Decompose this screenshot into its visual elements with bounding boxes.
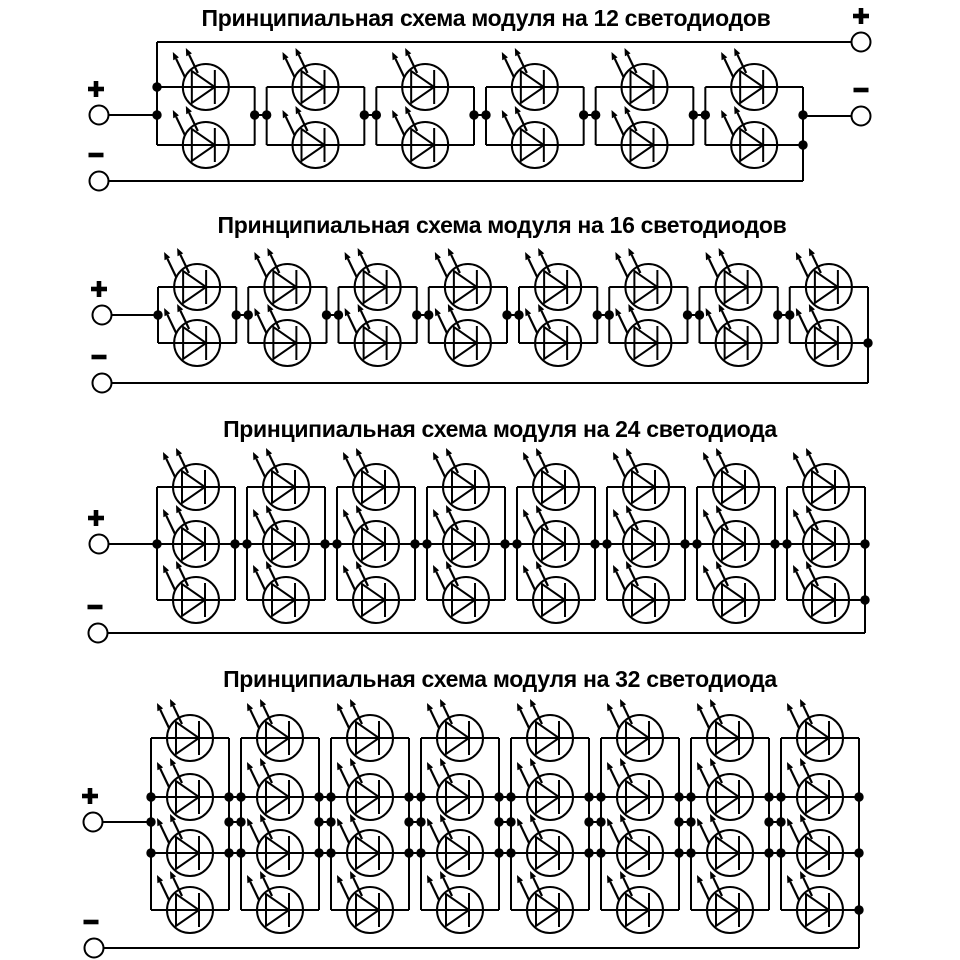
led xyxy=(613,448,669,510)
led-group xyxy=(615,248,671,366)
led xyxy=(427,699,483,761)
terminal-circle xyxy=(93,306,112,325)
junction-dot xyxy=(602,539,611,548)
junction-dot xyxy=(152,539,161,548)
led xyxy=(164,304,220,366)
led-group xyxy=(173,48,229,168)
junction-dot xyxy=(596,848,605,857)
junction-dot xyxy=(605,310,614,319)
junction-dot xyxy=(680,539,689,548)
junction-dot xyxy=(410,539,419,548)
junction-dot xyxy=(579,110,588,119)
junction-dot xyxy=(236,792,245,801)
diagram-module-24 xyxy=(88,416,870,643)
led xyxy=(433,561,489,623)
led xyxy=(517,871,573,933)
junction-dot xyxy=(250,110,259,119)
led xyxy=(706,248,762,310)
led xyxy=(525,304,581,366)
junction-dot xyxy=(785,310,794,319)
junction-dot xyxy=(314,792,323,801)
terminal-circle xyxy=(852,33,871,52)
led xyxy=(706,304,762,366)
junction-dot xyxy=(674,848,683,857)
junction-dot xyxy=(854,848,863,857)
led xyxy=(283,48,339,110)
led-group xyxy=(523,448,579,623)
led xyxy=(253,505,309,567)
terminal-plus-left xyxy=(91,281,112,325)
junction-dot xyxy=(764,817,773,826)
diagram-module-32 xyxy=(82,666,864,958)
junction-dot xyxy=(236,817,245,826)
terminal-plus-right xyxy=(852,8,871,52)
led xyxy=(157,871,213,933)
led xyxy=(427,814,483,876)
terminal-minus-left xyxy=(84,922,104,958)
terminal-plus-left xyxy=(82,788,103,832)
led xyxy=(164,248,220,310)
led xyxy=(427,758,483,820)
junction-dot xyxy=(152,82,161,91)
junction-dot xyxy=(236,848,245,857)
junction-dot xyxy=(593,310,602,319)
junction-dot xyxy=(332,539,341,548)
led-group xyxy=(164,248,220,366)
led-group xyxy=(392,48,448,168)
led xyxy=(721,48,777,110)
diagram-title: Принципиальная схема модуля на 16 светодиодов xyxy=(217,212,787,238)
junction-dot xyxy=(230,539,239,548)
terminal-circle xyxy=(85,939,104,958)
led-group xyxy=(787,699,843,933)
led xyxy=(613,505,669,567)
junction-dot xyxy=(416,817,425,826)
junction-dot xyxy=(412,310,421,319)
junction-dot xyxy=(591,110,600,119)
led-group xyxy=(247,699,303,933)
junction-dot xyxy=(860,539,869,548)
junction-dot xyxy=(481,110,490,119)
led xyxy=(523,448,579,510)
led xyxy=(502,48,558,110)
led xyxy=(247,758,303,820)
junction-dot xyxy=(404,848,413,857)
junction-dot xyxy=(242,539,251,548)
junction-dot xyxy=(422,539,431,548)
led xyxy=(613,561,669,623)
led xyxy=(703,448,759,510)
led xyxy=(157,699,213,761)
junction-dot xyxy=(686,792,695,801)
led xyxy=(392,48,448,110)
led xyxy=(247,699,303,761)
junction-dot xyxy=(860,595,869,604)
junction-dot xyxy=(590,539,599,548)
junction-dot xyxy=(584,848,593,857)
junction-dot xyxy=(469,110,478,119)
diagram-title: Принципиальная схема модуля на 32 светодиода xyxy=(223,666,777,692)
junction-dot xyxy=(863,338,872,347)
diagram-title: Принципиальная схема модуля на 24 светодиода xyxy=(223,416,777,442)
junction-dot xyxy=(224,817,233,826)
led xyxy=(612,48,668,110)
junction-dot xyxy=(776,817,785,826)
plus-icon xyxy=(88,510,104,526)
junction-dot xyxy=(334,310,343,319)
led xyxy=(793,505,849,567)
junction-dot xyxy=(326,848,335,857)
junction-dot xyxy=(584,792,593,801)
led xyxy=(697,871,753,933)
junction-dot xyxy=(514,310,523,319)
led xyxy=(525,248,581,310)
led-group xyxy=(337,699,393,933)
junction-dot xyxy=(854,792,863,801)
led xyxy=(517,814,573,876)
led xyxy=(703,561,759,623)
terminal-circle xyxy=(90,535,109,554)
led xyxy=(345,304,401,366)
junction-dot xyxy=(770,539,779,548)
junction-dot xyxy=(326,817,335,826)
led-group xyxy=(607,699,663,933)
led xyxy=(163,448,219,510)
plus-icon xyxy=(853,8,869,24)
led xyxy=(435,248,491,310)
led-group xyxy=(157,699,213,933)
junction-dot xyxy=(326,792,335,801)
junction-dot xyxy=(424,310,433,319)
led xyxy=(337,814,393,876)
diagram-title: Принципиальная схема модуля на 12 светодиодов xyxy=(201,5,771,31)
junction-dot xyxy=(153,310,162,319)
led xyxy=(173,48,229,110)
junction-dot xyxy=(689,110,698,119)
terminal-circle xyxy=(852,107,871,126)
led xyxy=(787,871,843,933)
led-group xyxy=(435,248,491,366)
led-group xyxy=(525,248,581,366)
plus-icon xyxy=(88,81,104,97)
led xyxy=(517,758,573,820)
led-group xyxy=(697,699,753,933)
led-group xyxy=(345,248,401,366)
terminal-minus-left xyxy=(89,155,109,191)
led xyxy=(337,758,393,820)
junction-dot xyxy=(500,539,509,548)
led-group xyxy=(254,248,310,366)
junction-dot xyxy=(416,792,425,801)
junction-dot xyxy=(404,792,413,801)
junction-dot xyxy=(584,817,593,826)
junction-dot xyxy=(320,539,329,548)
junction-dot xyxy=(146,817,155,826)
junction-dot xyxy=(695,310,704,319)
junction-dot xyxy=(798,140,807,149)
junction-dot xyxy=(692,539,701,548)
junction-dots xyxy=(152,539,869,604)
led-group xyxy=(517,699,573,933)
led xyxy=(523,505,579,567)
led xyxy=(247,814,303,876)
junction-dot xyxy=(674,817,683,826)
junction-dot xyxy=(686,848,695,857)
led xyxy=(427,871,483,933)
junction-dot xyxy=(701,110,710,119)
led xyxy=(523,561,579,623)
junction-dot xyxy=(314,817,323,826)
junction-dot xyxy=(262,110,271,119)
led-group xyxy=(163,448,219,623)
led-group xyxy=(796,248,852,366)
junction-dot xyxy=(506,817,515,826)
terminal-minus-left xyxy=(88,607,108,643)
led xyxy=(392,106,448,168)
junction-dot xyxy=(512,539,521,548)
led-group xyxy=(793,448,849,623)
led xyxy=(787,758,843,820)
junction-dot xyxy=(404,817,413,826)
led-group xyxy=(427,699,483,933)
led xyxy=(343,448,399,510)
led-group xyxy=(343,448,399,623)
junction-dot xyxy=(596,792,605,801)
junction-dot xyxy=(494,792,503,801)
junction-dot xyxy=(360,110,369,119)
led-group xyxy=(253,448,309,623)
junction-dot xyxy=(152,110,161,119)
led-group xyxy=(613,448,669,623)
led xyxy=(247,871,303,933)
led xyxy=(796,304,852,366)
junction-dot xyxy=(494,817,503,826)
led xyxy=(787,814,843,876)
terminal-circle xyxy=(89,624,108,643)
led xyxy=(283,106,339,168)
led xyxy=(254,248,310,310)
led xyxy=(502,106,558,168)
plus-icon xyxy=(91,281,107,297)
led xyxy=(253,561,309,623)
terminal-circle xyxy=(90,172,109,191)
led xyxy=(163,561,219,623)
junction-dot xyxy=(224,848,233,857)
led-group xyxy=(502,48,558,168)
junction-dot xyxy=(674,792,683,801)
junction-dot xyxy=(683,310,692,319)
led xyxy=(435,304,491,366)
led xyxy=(697,814,753,876)
led xyxy=(337,871,393,933)
led xyxy=(796,248,852,310)
led xyxy=(345,248,401,310)
junction-dot xyxy=(372,110,381,119)
led xyxy=(721,106,777,168)
junction-dot xyxy=(322,310,331,319)
junction-dot xyxy=(776,848,785,857)
led xyxy=(787,699,843,761)
terminal-minus-left xyxy=(92,357,112,393)
led xyxy=(612,106,668,168)
junction-dot xyxy=(146,848,155,857)
led xyxy=(157,758,213,820)
led xyxy=(337,699,393,761)
junction-dot xyxy=(764,848,773,857)
led xyxy=(615,304,671,366)
led xyxy=(793,448,849,510)
junction-dot xyxy=(224,792,233,801)
junction-dot xyxy=(596,817,605,826)
junction-dot xyxy=(314,848,323,857)
led xyxy=(433,448,489,510)
led-group xyxy=(283,48,339,168)
led xyxy=(793,561,849,623)
led xyxy=(433,505,489,567)
terminal-circle xyxy=(93,374,112,393)
led-group xyxy=(433,448,489,623)
terminal-circle xyxy=(90,106,109,125)
led xyxy=(173,106,229,168)
led xyxy=(607,758,663,820)
diagram-module-12 xyxy=(88,5,871,191)
terminal-plus-left xyxy=(88,510,109,554)
led xyxy=(697,758,753,820)
junction-dot xyxy=(506,792,515,801)
led xyxy=(254,304,310,366)
led xyxy=(703,505,759,567)
led xyxy=(517,699,573,761)
junction-dot xyxy=(506,848,515,857)
led-group xyxy=(612,48,668,168)
junction-dot xyxy=(416,848,425,857)
junction-dot xyxy=(854,905,863,914)
diagram-module-16 xyxy=(91,212,873,393)
junction-dot xyxy=(773,310,782,319)
led-group xyxy=(706,248,762,366)
junction-dot xyxy=(764,792,773,801)
junction-dot xyxy=(244,310,253,319)
junction-dot xyxy=(494,848,503,857)
junction-dot xyxy=(782,539,791,548)
led xyxy=(163,505,219,567)
junction-dot xyxy=(686,817,695,826)
led xyxy=(607,699,663,761)
terminal-circle xyxy=(84,813,103,832)
led xyxy=(607,814,663,876)
junction-dot xyxy=(146,792,155,801)
plus-icon xyxy=(82,788,98,804)
junction-dot xyxy=(232,310,241,319)
terminal-minus-right xyxy=(852,90,871,126)
led xyxy=(343,505,399,567)
terminal-plus-left xyxy=(88,81,109,125)
led xyxy=(697,699,753,761)
junction-dot xyxy=(502,310,511,319)
led xyxy=(253,448,309,510)
junction-dot xyxy=(798,110,807,119)
led xyxy=(615,248,671,310)
led xyxy=(157,814,213,876)
led-group xyxy=(703,448,759,623)
led-group xyxy=(721,48,777,168)
led xyxy=(607,871,663,933)
led xyxy=(343,561,399,623)
junction-dot xyxy=(776,792,785,801)
